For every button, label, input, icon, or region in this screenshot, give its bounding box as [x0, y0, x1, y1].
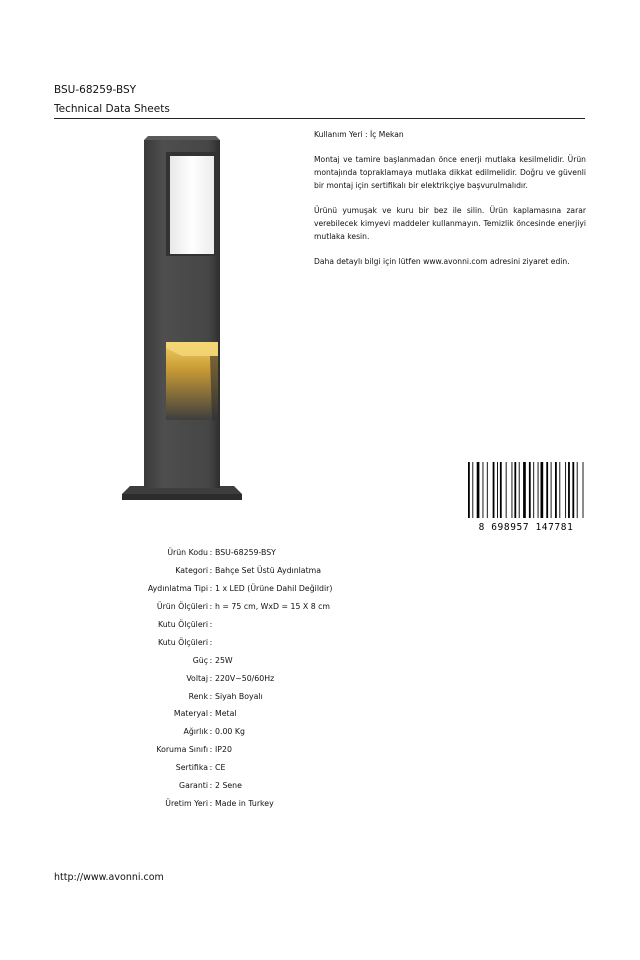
barcode-bar [546, 462, 548, 518]
spec-row [100, 651, 332, 669]
barcode-bar [514, 462, 516, 518]
spec-separator: : [209, 709, 213, 719]
spec-value: Bahçe Set Üstü Aydınlatma [215, 566, 322, 576]
barcode-bar [468, 462, 470, 518]
barcode-bar [472, 462, 473, 518]
spec-label: Üretim Yeri [165, 798, 208, 808]
spec-separator: : [209, 566, 213, 576]
spec-row [100, 598, 332, 616]
barcode-bar [577, 462, 578, 518]
spec-value: CE [215, 763, 226, 773]
spec-separator: : [209, 727, 213, 737]
spec-row [100, 669, 332, 687]
barcode-bar [529, 462, 531, 518]
barcode-bar [533, 462, 534, 518]
barcode-bar [477, 462, 480, 518]
spec-label: Ağırlık [183, 727, 208, 737]
spec-value: h = 75 cm, WxD = 15 X 8 cm [215, 602, 331, 612]
spec-table [100, 544, 332, 812]
spec-separator: : [209, 548, 213, 558]
spec-value: 0.00 Kg [215, 727, 245, 737]
website-paragraph: Daha detaylı bilgi için lütfen www.avonni.com adresini ziyaret edin. [314, 257, 570, 266]
spec-row [100, 687, 332, 705]
product-image [116, 134, 248, 506]
spec-label: Aydınlatma Tipi [147, 584, 208, 594]
barcode-bars [468, 462, 583, 518]
barcode-bar [568, 462, 570, 518]
barcode-bar [493, 462, 495, 518]
header-subtitle: Technical Data Sheets [54, 103, 170, 115]
spec-label: Kategori [175, 566, 208, 576]
spec-row [100, 741, 332, 759]
spec-label: Ürün Ölçüleri [156, 602, 208, 612]
spec-row [100, 580, 332, 598]
spec-separator: : [209, 584, 213, 594]
footer-url[interactable]: http://www.avonni.com [54, 872, 164, 883]
header-divider [54, 118, 585, 119]
safety-paragraph: Montaj ve tamire başlanmadan önce enerji mutlaka kesilmelidir. Ürün montajında topraklamaya mutlaka dikkat edilmelidir. Doğru ve güvenli bir montaj için sertifikalı bir elektrikçiye başvurulmalıdır. [314, 155, 586, 190]
spec-row [100, 794, 332, 812]
spec-value: BSU-68259-BSY [215, 548, 276, 558]
spec-label: Güç [192, 655, 208, 665]
spec-separator: : [209, 655, 213, 665]
spec-separator: : [209, 781, 213, 791]
barcode-bar [500, 462, 502, 518]
spec-separator: : [209, 673, 213, 683]
spec-row [100, 544, 332, 562]
spec-separator: : [209, 745, 213, 755]
spec-label: Garanti [179, 781, 208, 791]
barcode-bar [583, 462, 584, 518]
spec-label: Kutu Ölçüleri [157, 620, 208, 629]
spec-row [100, 705, 332, 723]
spec-row [100, 633, 332, 651]
spec-row [100, 759, 332, 777]
spec-separator: : [209, 763, 213, 773]
spec-label: Materyal [173, 709, 208, 719]
barcode-bar [497, 462, 498, 518]
spec-value: Siyah Boyalı [215, 691, 263, 701]
barcode-bar [565, 462, 566, 518]
care-paragraph: Ürünü yumuşak ve kuru bir bez ile silin. Ürün kaplamasına zarar verebilecek kimyevi maddeler kullanmayın. Temizlik öncesinde enerjiyi mutlaka kesin. [314, 206, 586, 241]
spec-value: Made in Turkey [215, 798, 274, 808]
barcode-bar [538, 462, 539, 518]
barcode-bar [512, 462, 513, 518]
spec-label: Sertifika [175, 763, 208, 773]
spec-label: Voltaj [186, 673, 208, 683]
spec-separator: : [209, 798, 213, 808]
barcode-bar [555, 462, 557, 518]
header-product-code: BSU-68259-BSY [54, 84, 137, 96]
spec-separator: : [209, 637, 213, 647]
spec-row [100, 616, 332, 634]
spec-row [100, 562, 332, 580]
spec-value: 25W [215, 655, 233, 665]
spec-value: 220V~50/60Hz [215, 673, 275, 683]
barcode-bar [487, 462, 488, 518]
barcode [466, 462, 586, 532]
barcode-bar [506, 462, 507, 518]
spec-separator: : [209, 691, 213, 701]
barcode-bar [572, 462, 574, 518]
spec-row [100, 723, 332, 741]
barcode-bar [559, 462, 560, 518]
spec-separator: : [209, 602, 213, 612]
usage-location: Kullanım Yeri : İç Mekan [314, 130, 404, 139]
spec-label: Kutu Ölçüleri [157, 637, 208, 647]
spec-value: 2 Sene [215, 781, 242, 791]
spec-row [100, 777, 332, 795]
spec-separator: : [209, 620, 213, 629]
spec-label: Koruma Sınıfı [156, 745, 208, 755]
spec-label: Ürün Kodu [167, 548, 208, 558]
spec-label: Renk [188, 691, 208, 701]
barcode-digits: 8 698957 147781 [478, 522, 574, 532]
barcode-bar [483, 462, 484, 518]
info-section [314, 128, 586, 280]
barcode-bar [541, 462, 544, 518]
barcode-bar [519, 462, 520, 518]
spec-value: Metal [215, 709, 237, 719]
spec-value: 1 x LED (Ürüne Dahil Değildir) [215, 584, 333, 594]
barcode-bar [551, 462, 552, 518]
barcode-bar [523, 462, 526, 518]
spec-value: IP20 [215, 745, 232, 755]
